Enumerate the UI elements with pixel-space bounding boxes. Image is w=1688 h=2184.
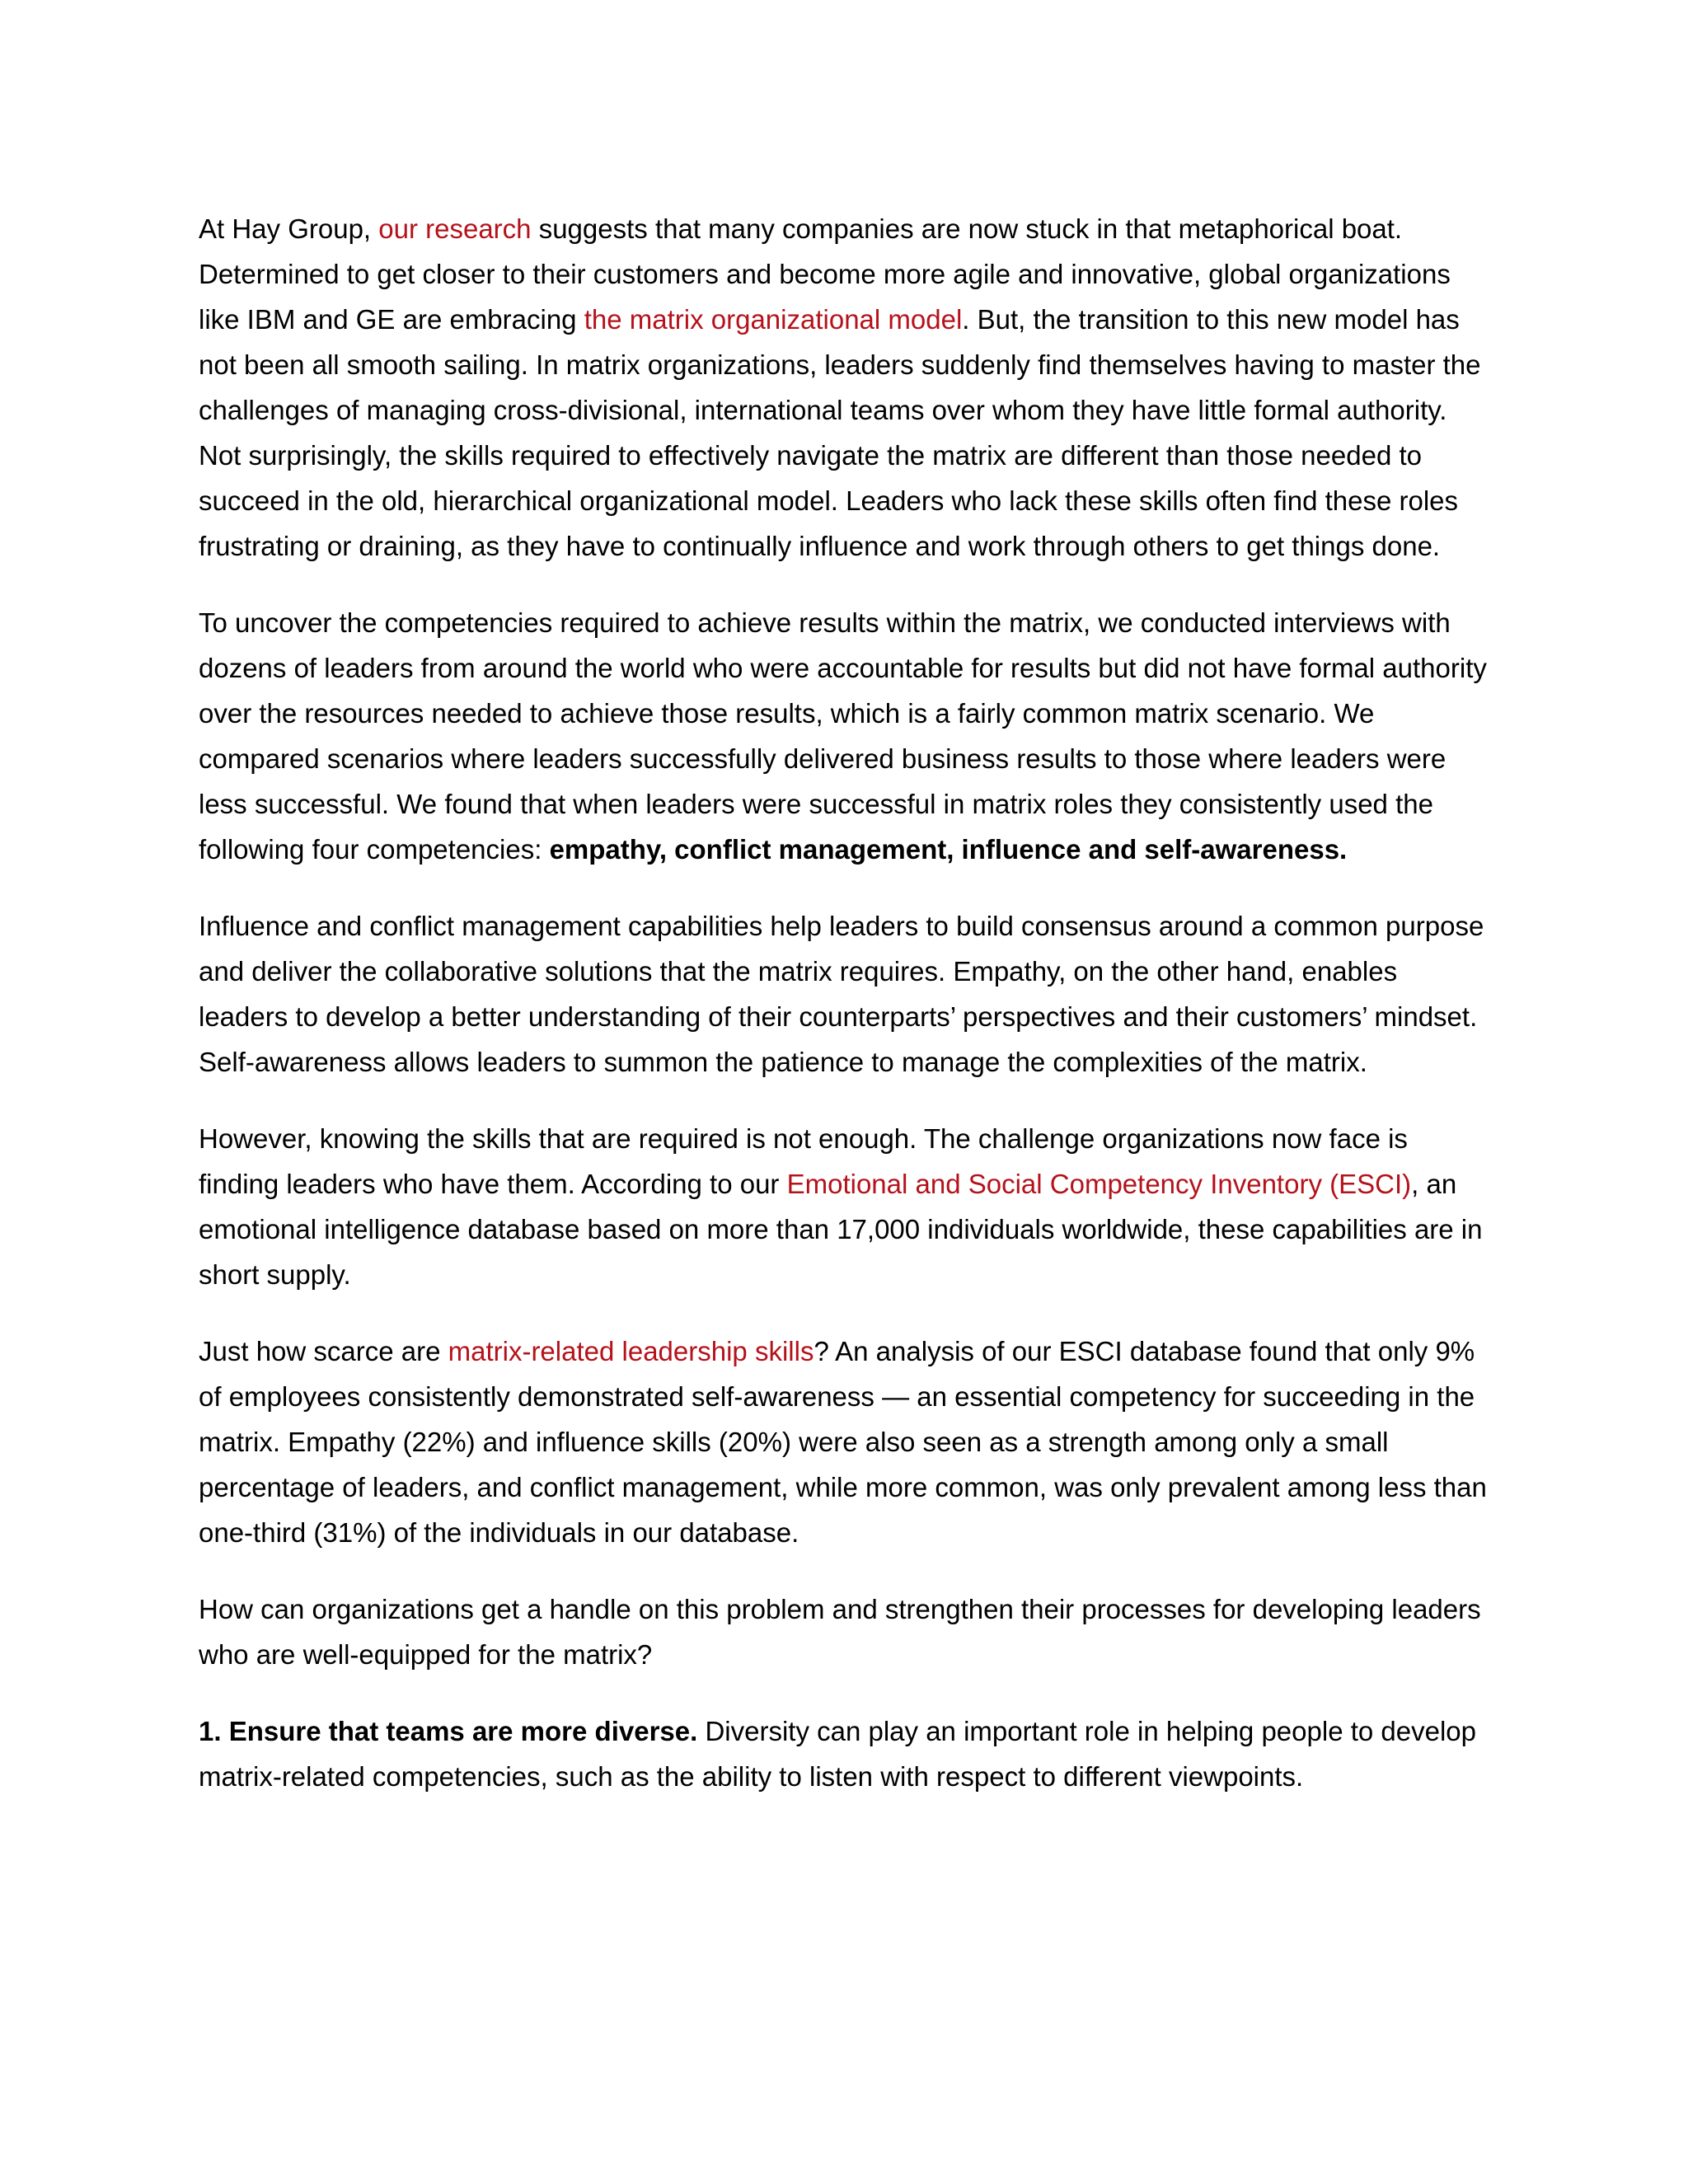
four-competencies-bold: empathy, conflict management, influence and self-awareness.: [549, 834, 1348, 865]
paragraph-text: Just how scarce are: [199, 1336, 448, 1366]
paragraph-competencies: [199, 600, 1493, 872]
esci-link[interactable]: Emotional and Social Competency Inventory (ESCI): [786, 1169, 1412, 1199]
paragraph-question: [199, 1586, 1493, 1677]
paragraph-text: At Hay Group,: [199, 213, 379, 244]
matrix-related-leadership-skills-link[interactable]: matrix-related leadership skills: [448, 1336, 814, 1366]
paragraph-text: , an emotional intelligence database based on more than 17,000 individuals worldwide, these capabilities are in short supply.: [199, 1169, 1483, 1290]
paragraph-text: . But, the transition to this new model has not been all smooth sailing. In matrix organizations, leaders suddenly find themselves having to master the challenges of managing cross-divisional, international teams over whom they have little formal authority. Not surprisingly, the skills required to effectively navigate the matrix are different than those needed to succeed in the old, hierarchical organizational model. Leaders who lack these skills often find these roles frustrating or draining, as they have to continually influence and work through others to get things done.: [199, 304, 1481, 561]
paragraph-text: However, knowing the skills that are required is not enough. The challenge organizations now face is finding leaders who have them. According to our: [199, 1123, 1408, 1199]
article-body: [199, 206, 1493, 1830]
step-1-heading: 1. Ensure that teams are more diverse.: [199, 1716, 698, 1746]
paragraph-text: Diversity can play an important role in helping people to develop matrix-related competencies, such as the ability to listen with respect to different viewpoints.: [199, 1716, 1477, 1792]
our-research-link[interactable]: our research: [378, 213, 532, 244]
paragraph-text: How can organizations get a handle on this problem and strengthen their processes for developing leaders who are well-equipped for the matrix?: [199, 1594, 1481, 1670]
paragraph-capabilities: [199, 903, 1493, 1085]
paragraph-intro: [199, 206, 1493, 569]
paragraph-esci: [199, 1116, 1493, 1297]
paragraph-text: To uncover the competencies required to achieve results within the matrix, we conducted interviews with dozens of leaders from around the world who were accountable for results but did not have formal authority over the resources needed to achieve those results, which is a fairly common matrix scenario. We compared scenarios where leaders successfully delivered business results to those where leaders were less successful. We found that when leaders were successful in matrix roles they consistently used the following four competencies:: [199, 607, 1487, 865]
paragraph-text: suggests that many companies are now stuck in that metaphorical boat. Determined to get closer to their customers and become more agile and innovative, global organizations like IBM and GE are embracing: [199, 213, 1451, 335]
paragraph-text: Influence and conflict management capabilities help leaders to build consensus around a common purpose and deliver the collaborative solutions that the matrix requires. Empathy, on the other hand, enables leaders to develop a better understanding of their counterparts’ perspectives and their customers’ mindset. Self-awareness allows leaders to summon the patience to manage the complexities of the matrix.: [199, 911, 1484, 1077]
paragraph-scarcity: [199, 1329, 1493, 1555]
paragraph-text: ? An analysis of our ESCI database found that only 9% of employees consistently demonstrated self-awareness — an essential competency for succeeding in the matrix. Empathy (22%) and influence skills (20%) were also seen as a strength among only a small percentage of leaders, and conflict management, while more common, was only prevalent among less than one-third (31%) of the individuals in our database.: [199, 1336, 1487, 1548]
paragraph-diversity: [199, 1708, 1493, 1799]
matrix-organizational-model-link[interactable]: the matrix organizational model: [584, 304, 963, 335]
